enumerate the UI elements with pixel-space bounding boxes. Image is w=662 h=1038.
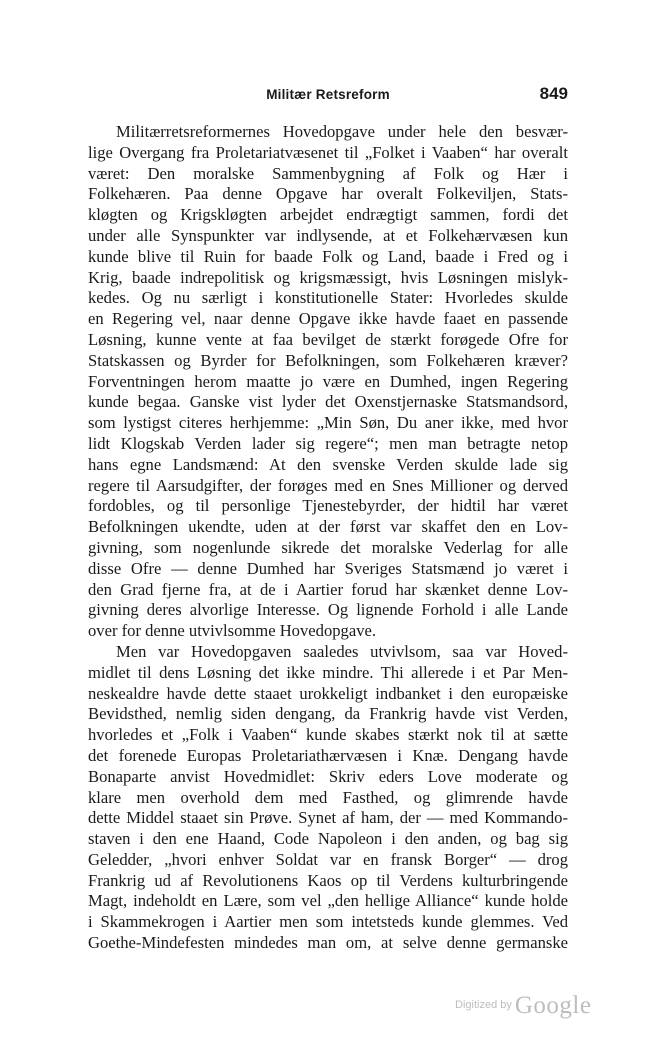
text-line: det forenede Europas Proletariathærvæsen i Knæ. Dengang havde bbox=[88, 745, 568, 765]
text-line: været: Den moralske Sammenbygning af Folk og Hær i bbox=[88, 163, 568, 183]
text-line: kunde blive til Ruin for baade Folk og Land, baade i Fred og i bbox=[88, 246, 568, 266]
text-line: i Skammekrogen i Aartier men som intetsteds kunde glemmes. Ved bbox=[88, 912, 568, 932]
text-line: lige Overgang fra Proletariatvæsenet til „Folket i Vaaben“ har overalt bbox=[88, 142, 568, 162]
text-line: Men var Hovedopgaven saaledes utvivlsom, saa var Hoved- bbox=[116, 641, 568, 661]
text-line: en Regering vel, naar denne Opgave ikke havde faaet en passende bbox=[88, 309, 568, 329]
text-line: under alle Synspunkter var indlysende, at et Folkehærvæsen kun bbox=[88, 225, 568, 245]
text-line: dette Middel staaet sin Prøve. Synet af ham, der — med Kommando- bbox=[88, 808, 568, 828]
text-line: Militærretsreformernes Hovedopgave under hele den besvær- bbox=[116, 122, 568, 141]
text-line: givning deres alvorlige Interesse. Og lignende Forhold i alle Lande bbox=[88, 600, 568, 620]
text-line: Folkehæren. Paa denne Opgave har overalt Folkeviljen, Stats- bbox=[88, 184, 568, 204]
text-line: kløgten og Krigskløgten arbejdet endrægtigt sammen, fordi det bbox=[88, 205, 568, 225]
page-number: 849 bbox=[539, 84, 568, 103]
text-line: Løsning, kunne vente at faa bevilget de stærkt forøgede Ofre for bbox=[88, 329, 568, 349]
text-line: givning, som nogenlunde sikrede det moralske Vederlag for alle bbox=[88, 537, 568, 557]
body-text bbox=[88, 122, 568, 954]
text-line: fordobles, og til personlige Tjenestebyrder, der hidtil har været bbox=[88, 496, 568, 516]
text-line: Befolkningen ukendte, uden at der først var skaffet den en Lov- bbox=[88, 517, 568, 537]
text-line: hvorledes et „Folk i Vaaben“ kunde skabes stærkt nok til at sætte bbox=[88, 725, 568, 745]
text-line: som lystigst citeres herhjemme: „Min Søn, Du aner ikke, med hvor bbox=[88, 413, 568, 433]
text-line: Goethe-Mindefesten mindedes man om, at selve denne germanske bbox=[88, 933, 568, 953]
text-line: disse Ofre — denne Dumhed har Sveriges Statsmænd jo været i bbox=[88, 558, 568, 578]
text-line: staven i den ene Haand, Code Napoleon i den anden, og bag sig bbox=[88, 829, 568, 849]
text-line: Magt, indeholdt en Lære, som vel „den hellige Alliance“ kunde holde bbox=[88, 891, 568, 911]
text-line: Frankrig ud af Revolutionens Kaos op til Verdens kulturbringende bbox=[88, 870, 568, 890]
digitized-by-watermark bbox=[455, 992, 591, 1020]
text-line: lidt Klogskab Verden lader sig regere“; men man betragte netop bbox=[88, 433, 568, 453]
text-line: den Grad fjerne fra, at de i Aartier forud har skænket denne Lov- bbox=[88, 579, 568, 599]
google-logo: Google bbox=[514, 992, 592, 1019]
text-line: over for denne utvivlsomme Hovedopgave. bbox=[88, 621, 377, 641]
text-line: regere til Aarsudgifter, der forøges med en Snes Millioner og derved bbox=[88, 475, 568, 495]
text-line: Bevidsthed, nemlig siden dengang, da Frankrig havde vist Verden, bbox=[88, 704, 568, 724]
text-line: neskealdre havde dette staaet urokkeligt indbanket i den europæiske bbox=[88, 683, 568, 703]
text-line: kedes. Og nu særligt i konstitutionelle Stater: Hvorledes skulde bbox=[88, 288, 568, 308]
text-line: Krig, baade indrepolitisk og krigsmæssigt, hvis Løsningen mislyk- bbox=[88, 267, 568, 287]
digitized-by-label: Digitized by bbox=[455, 999, 512, 1011]
text-line: Statskassen og Byrder for Befolkningen, som Folkehæren kræver? bbox=[88, 350, 568, 370]
text-line: hans egne Landsmænd: At den svenske Verden skulde lade sig bbox=[88, 454, 568, 474]
running-head bbox=[88, 84, 568, 108]
text-line: klare men overhold dem med Fasthed, og glimrende havde bbox=[88, 787, 568, 807]
running-title: Militær Retsreform bbox=[266, 87, 390, 102]
text-line: Bonaparte anvist Hovedmidlet: Skriv eders Love moderate og bbox=[88, 766, 568, 786]
text-line: midlet til dens Løsning det ikke mindre. Thi allerede i et Par Men- bbox=[88, 662, 568, 682]
text-line: kunde begaa. Ganske vist lyder det Oxenstjernaske Statsmandsord, bbox=[88, 392, 568, 412]
text-line: Forventningen herom maatte jo være en Dumhed, ingen Regering bbox=[88, 371, 568, 391]
text-line: Geledder, „hvori enhver Soldat var en fransk Borger“ — drog bbox=[88, 849, 568, 869]
